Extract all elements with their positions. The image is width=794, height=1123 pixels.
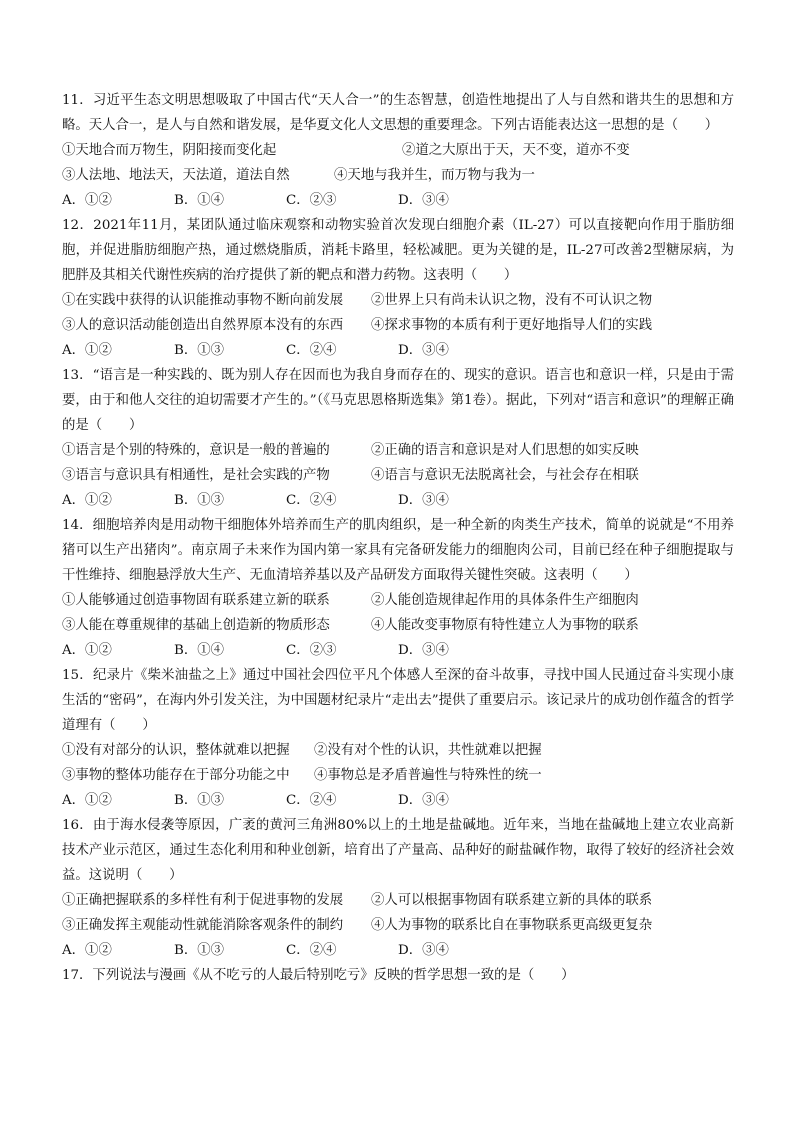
question-stem: 17．下列说法与漫画《从不吃亏的人最后特别吃亏》反映的哲学思想一致的是（ ） — [62, 968, 575, 983]
option-1: ①人能够通过创造事物固有联系建立新的联系 — [62, 593, 330, 608]
option-4: ④探求事物的本质有利于更好地指导人们的实践 — [371, 318, 653, 333]
option-4: ④人为事物的联系比自在事物联系更高级更复杂 — [371, 918, 653, 933]
answer-d: D．③④ — [398, 343, 449, 358]
option-row — [62, 738, 734, 763]
answer-d: D．③④ — [398, 793, 449, 808]
answer-c: C．②④ — [286, 793, 337, 808]
option-row — [62, 163, 734, 188]
option-row — [62, 288, 734, 313]
option-4: ④语言与意识无法脱离社会，与社会存在相联 — [371, 468, 639, 483]
question-16 — [62, 813, 734, 963]
option-1: ①在实践中获得的认识能推动事物不断向前发展 — [62, 293, 344, 308]
answer-c: C．②④ — [286, 943, 337, 958]
option-3: ③事物的整体功能存在于部分功能之中 — [62, 768, 290, 783]
question-14 — [62, 513, 734, 663]
answer-row — [62, 188, 734, 213]
option-4: ④人能改变事物原有特性建立人为事物的联系 — [371, 618, 639, 633]
option-2: ②道之大原出于天，天不变，道亦不变 — [402, 143, 630, 158]
option-row — [62, 313, 734, 338]
answer-b: B．①④ — [174, 643, 225, 658]
option-1: ①没有对部分的认识，整体就难以把握 — [62, 743, 290, 758]
answer-row — [62, 338, 734, 363]
question-stem: 12．2021年11月，某团队通过临床观察和动物实验首次发现白细胞介素（IL-27）可以直接靶向作用于脂肪细胞，并促进脂肪细胞产热，通过燃烧脂质，消耗卡路里，轻松减肥。更为关键的是，IL-27可改善2型糖尿病，为肥胖及其相关代谢性疾病的治疗提供了新的靶点和潜力药物。这表明（ ） — [62, 218, 734, 283]
question-11 — [62, 88, 734, 213]
answer-row — [62, 788, 734, 813]
option-1: ①天地合而万物生，阴阳接而变化起 — [62, 143, 277, 158]
answer-d: D．③④ — [398, 943, 449, 958]
option-3: ③人法地、地法天，天法道，道法自然 — [62, 168, 290, 183]
option-3: ③人的意识活动能创造出自然界原本没有的东西 — [62, 318, 344, 333]
option-2: ②正确的语言和意识是对人们思想的如实反映 — [371, 443, 639, 458]
option-row — [62, 138, 734, 163]
answer-b: B．①④ — [174, 193, 225, 208]
answer-b: B．①③ — [174, 343, 225, 358]
answer-d: D．③④ — [398, 193, 449, 208]
answer-c: C．②④ — [286, 343, 337, 358]
option-2: ②没有对个性的认识，共性就难以把握 — [314, 743, 542, 758]
question-stem: 11．习近平生态文明思想吸取了中国古代“天人合一”的生态智慧，创造性地提出了人与自然和谐共生的思想和方略。天人合一，是人与自然和谐发展，是华夏文化人文思想的重要理念。下列古语能表达这一思想的是（ ） — [62, 93, 734, 133]
exam-page — [62, 88, 734, 988]
answer-a: A．①② — [62, 643, 112, 658]
option-4: ④事物总是矛盾普遍性与特殊性的统一 — [314, 768, 542, 783]
option-3: ③正确发挥主观能动性就能消除客观条件的制约 — [62, 918, 344, 933]
option-row — [62, 763, 734, 788]
question-17 — [62, 963, 734, 988]
question-stem: 14．细胞培养肉是用动物干细胞体外培养而生产的肌肉组织，是一种全新的肉类生产技术，简单的说就是“不用养猪可以生产出猪肉”。南京周子未来作为国内第一家具有完备研发能力的细胞肉公司，目前已经在种子细胞提取与干性维持、细胞悬浮放大生产、无血清培养基以及产品研发方面取得关键性突破。这表明（ ） — [62, 518, 734, 583]
option-row — [62, 588, 734, 613]
option-3: ③人能在尊重规律的基础上创造新的物质形态 — [62, 618, 330, 633]
answer-b: B．①③ — [174, 793, 225, 808]
option-row — [62, 913, 734, 938]
question-stem: 16．由于海水侵袭等原因，广袤的黄河三角洲80%以上的土地是盐碱地。近年来，当地在盐碱地上建立农业高新技术产业示范区，通过生态化利用和种业创新，培育出了产量高、品种好的耐盐碱作物，取得了较好的经济社会效益。这说明（ ） — [62, 818, 734, 883]
answer-a: A．①② — [62, 793, 112, 808]
option-3: ③语言与意识具有相通性，是社会实践的产物 — [62, 468, 330, 483]
option-4: ④天地与我并生，而万物与我为一 — [334, 168, 535, 183]
option-row — [62, 613, 734, 638]
answer-b: B．①③ — [174, 943, 225, 958]
answer-d: D．③④ — [398, 643, 449, 658]
answer-row — [62, 938, 734, 963]
question-stem: 13．“语言是一种实践的、既为别人存在因而也为我自身而存在的、现实的意识。语言也和意识一样，只是由于需要，由于和他人交往的迫切需要才产生的。”（《马克思恩格斯选集》第1卷）。据此，下列对“语言和意识”的理解正确的是（ ） — [62, 368, 734, 433]
option-1: ①语言是个别的特殊的，意识是一般的普遍的 — [62, 443, 330, 458]
answer-row — [62, 638, 734, 663]
question-12 — [62, 213, 734, 363]
question-stem: 15．纪录片《柴米油盐之上》通过中国社会四位平凡个体感人至深的奋斗故事，寻找中国人民通过奋斗实现小康生活的“密码”，在海内外引发关注，为中国题材纪录片“走出去”提供了重要启示。该记录片的成功创作蕴含的哲学道理有（ ） — [62, 668, 734, 733]
question-13 — [62, 363, 734, 513]
answer-c: C．②③ — [286, 643, 337, 658]
answer-row — [62, 488, 734, 513]
option-row — [62, 888, 734, 913]
option-2: ②人能创造规律起作用的具体条件生产细胞肉 — [371, 593, 639, 608]
answer-a: A．①② — [62, 193, 112, 208]
option-1: ①正确把握联系的多样性有利于促进事物的发展 — [62, 893, 344, 908]
option-2: ②人可以根据事物固有联系建立新的具体的联系 — [371, 893, 653, 908]
answer-a: A．①② — [62, 493, 112, 508]
answer-c: C．②④ — [286, 493, 337, 508]
option-row — [62, 463, 734, 488]
answer-d: D．③④ — [398, 493, 449, 508]
option-2: ②世界上只有尚未认识之物，没有不可认识之物 — [371, 293, 653, 308]
option-row — [62, 438, 734, 463]
answer-a: A．①② — [62, 943, 112, 958]
question-15 — [62, 663, 734, 813]
answer-b: B．①③ — [174, 493, 225, 508]
answer-c: C．②③ — [286, 193, 337, 208]
answer-a: A．①② — [62, 343, 112, 358]
